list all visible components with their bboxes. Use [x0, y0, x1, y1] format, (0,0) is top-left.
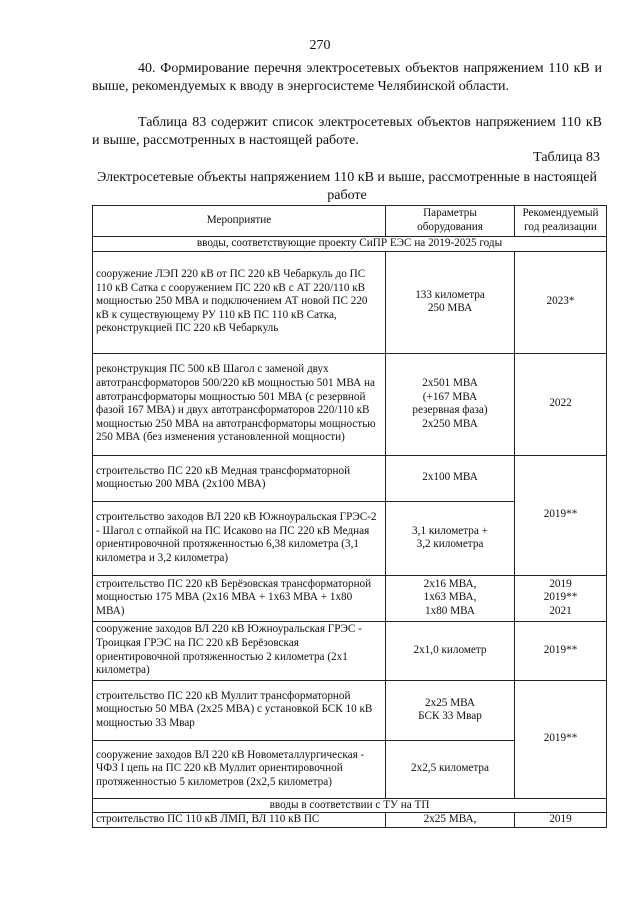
params-cell: 2х25 МВА, — [386, 813, 515, 828]
year-cell: 2019 2019** 2021 — [515, 575, 607, 621]
measure-cell: строительство заходов ВЛ 220 кВ Южноуральская ГРЭС-2 - Шагол с отпайкой на ПС Исаково на ПС 220 кВ Медная ориентировочной протяженностью 6,38 километра (3,1 километра и 3,2 километра) — [93, 501, 386, 575]
year-cell: 2019 — [515, 813, 607, 828]
params-cell: 2х100 МВА — [386, 455, 515, 501]
table-row — [93, 575, 607, 621]
params-cell: 2х25 МВА БСК 33 Мвар — [386, 680, 515, 740]
paragraph-intro: 40. Формирование перечня электросетевых объектов напряжением 110 кВ и выше, рекомендуемых к вводу в энергосистеме Челябинской области. — [92, 61, 602, 94]
header-measure: Мероприятие — [93, 206, 386, 237]
params-cell: 2х2,5 километра — [386, 740, 515, 798]
table-row — [93, 680, 607, 740]
table-row — [93, 621, 607, 680]
header-params: Параметры оборудования — [386, 206, 515, 237]
table-row — [93, 455, 607, 501]
header-year: Рекомендуемый год реализации — [515, 206, 607, 237]
measure-cell: строительство ПС 220 кВ Медная трансформаторной мощностью 200 МВА (2х100 МВА) — [93, 455, 386, 501]
equipment-table — [92, 205, 607, 828]
table-row — [93, 813, 607, 828]
year-cell: 2019** — [515, 621, 607, 680]
paragraph-table-ref: Таблица 83 содержит список электросетевых объектов напряжением 110 кВ и выше, рассмотренных в настоящей работе. — [92, 115, 602, 148]
measure-cell: строительство ПС 220 кВ Муллит трансформаторной мощностью 50 МВА (2х25 МВА) с установкой БСК 10 кВ мощностью 33 Мвар — [93, 680, 386, 740]
year-cell: 2022 — [515, 353, 607, 455]
table-header-row — [93, 206, 607, 237]
section-title: вводы, соответствующие проекту СиПР ЕЭС на 2019-2025 годы — [93, 237, 607, 252]
table-row — [93, 353, 607, 455]
params-cell: 2х16 МВА, 1х63 МВА, 1х80 МВА — [386, 575, 515, 621]
table-label: Таблица 83 — [533, 150, 600, 165]
params-cell: 3,1 километра + 3,2 километра — [386, 501, 515, 575]
section-title: вводы в соответствии с ТУ на ТП — [93, 798, 607, 813]
year-cell: 2019** — [515, 455, 607, 575]
page-number: 270 — [309, 38, 331, 53]
table-title: Электросетевые объекты напряжением 110 кВ и выше, рассмотренные в настоящей работе — [97, 170, 597, 203]
measure-cell: сооружение заходов ВЛ 220 кВ Новометаллургическая - ЧФЗ I цепь на ПС 220 кВ Муллит ориентировочной протяженностью 5 километров (2х2,5 километра) — [93, 740, 386, 798]
section-row — [93, 237, 607, 252]
params-cell: 2х1,0 километр — [386, 621, 515, 680]
year-cell: 2023* — [515, 251, 607, 353]
measure-cell: сооружение ЛЭП 220 кВ от ПС 220 кВ Чебаркуль до ПС 110 кВ Сатка с сооружением ПС 220 кВ с АТ 220/110 кВ мощностью 250 МВА и подключением АТ новой ПС 220 кВ к существующему РУ 110 кВ ПС 110 кВ Сатка, реконструкцией ПС 220 кВ Чебаркуль — [93, 251, 386, 353]
params-cell: 2х501 МВА (+167 МВА резервная фаза) 2х250 МВА — [386, 353, 515, 455]
table-row — [93, 251, 607, 353]
params-cell: 133 километра 250 МВА — [386, 251, 515, 353]
measure-cell: сооружение заходов ВЛ 220 кВ Южноуральская ГРЭС - Троицкая ГРЭС на ПС 220 кВ Берёзовская ориентировочной протяженностью 2 километра (2х1 километра) — [93, 621, 386, 680]
measure-cell: строительство ПС 220 кВ Берёзовская трансформаторной мощностью 175 МВА (2х16 МВА + 1х63 МВА + 1х80 МВА) — [93, 575, 386, 621]
year-cell: 2019** — [515, 680, 607, 798]
section-row — [93, 798, 607, 813]
measure-cell: строительство ПС 110 кВ ЛМП, ВЛ 110 кВ ПС — [93, 813, 386, 828]
measure-cell: реконструкция ПС 500 кВ Шагол с заменой двух автотрансформаторов 500/220 кВ мощностью 501 МВА на автотрансформаторы мощностью 501 МВА (с резервной фазой 167 МВА) и двух автотрансформаторов 220/110 кВ мощностью 250 МВА на автотрансформаторы мощностью 250 МВА (без изменения установленной мощности) — [93, 353, 386, 455]
